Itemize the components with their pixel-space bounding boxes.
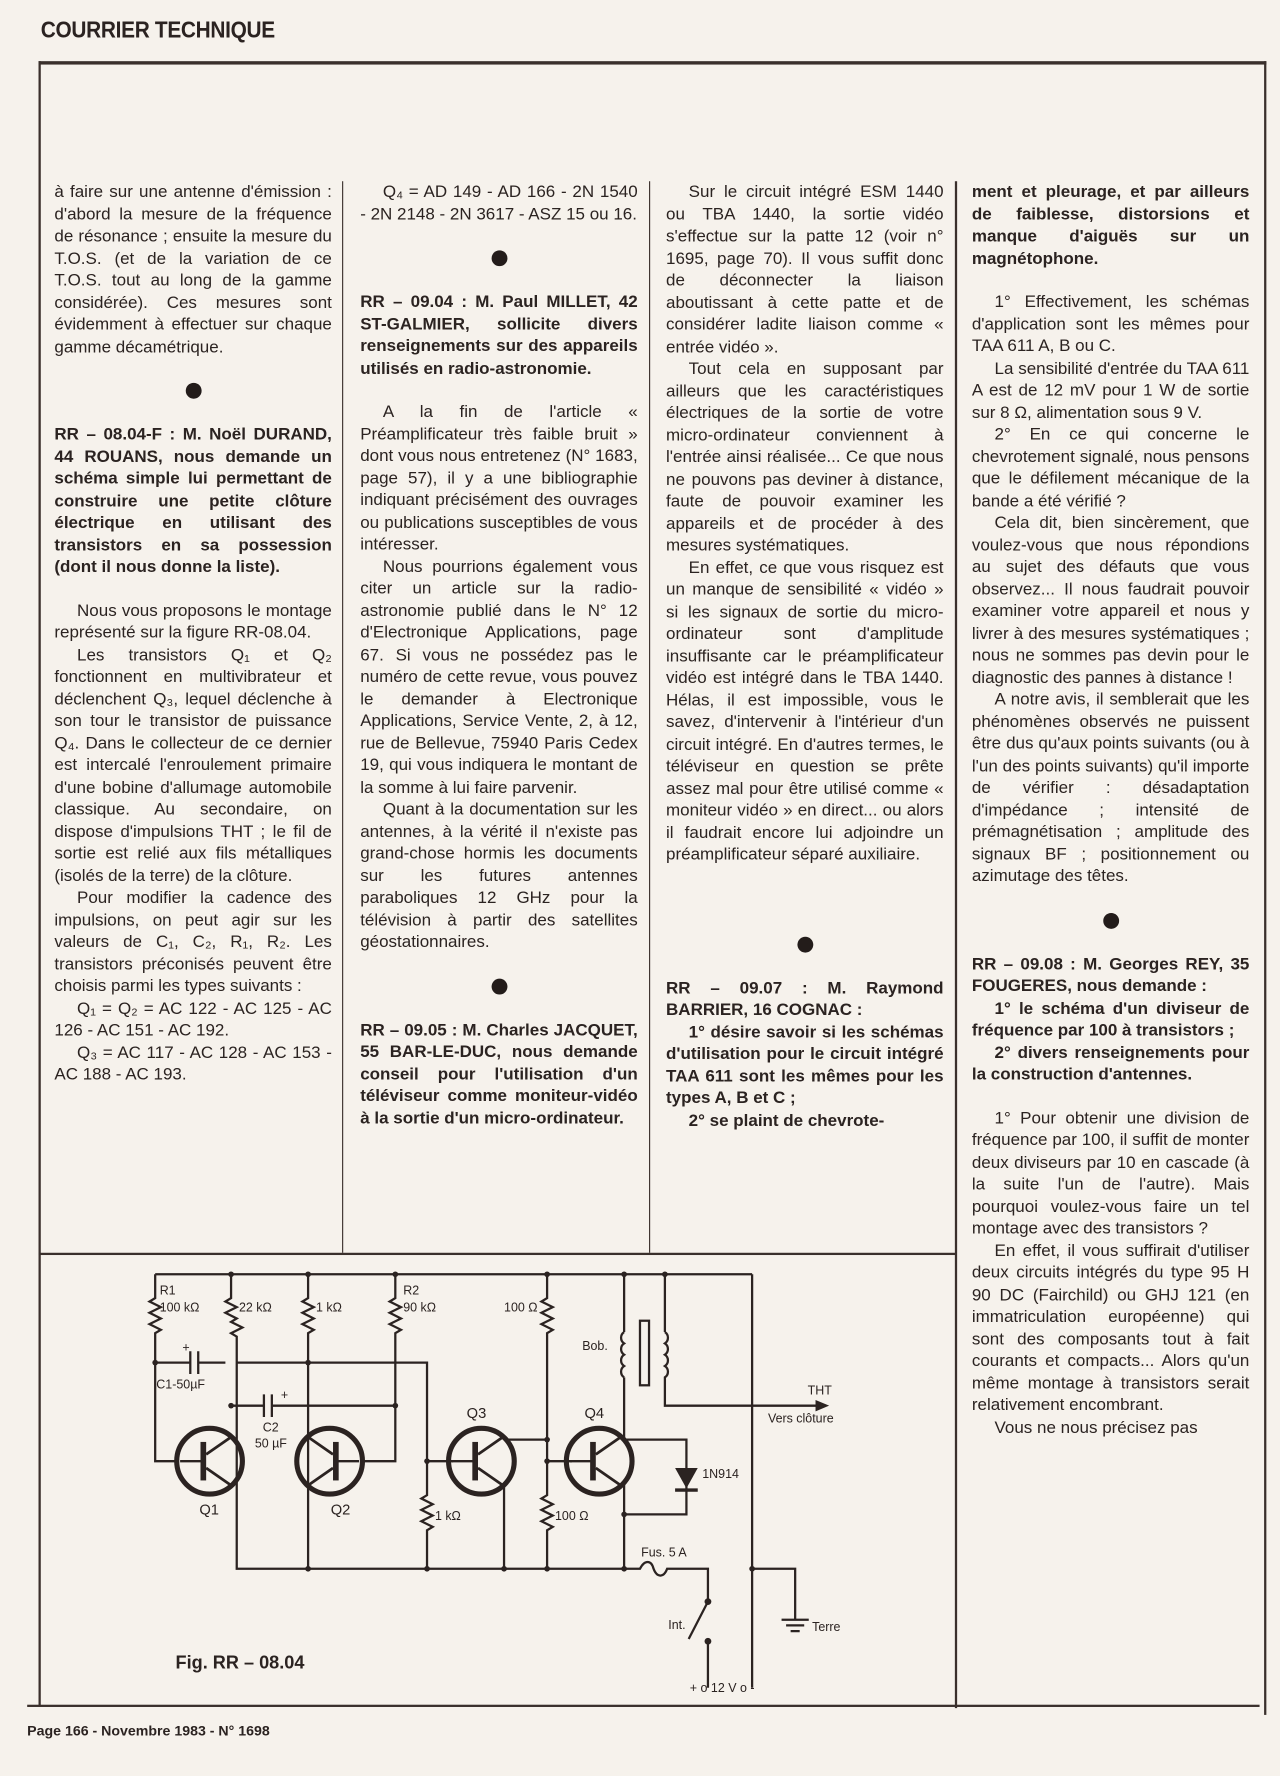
column-divider [342, 181, 343, 1253]
ground-icon [782, 1620, 809, 1631]
label: 50 µF [254, 1436, 287, 1451]
circuit-diagram [39, 1254, 955, 1705]
capacitor-c2 [231, 1394, 395, 1417]
transistor-q4 [566, 1428, 632, 1494]
label: Bob. [582, 1339, 608, 1354]
resistor-100-top [541, 1274, 572, 1569]
paragraph: Nous pourrions également vous citer un article sur la radio-astronomie publié dans le N° 12 d'Electronique Applications, page 67. Si vous ne possédez pas le numéro de cette revue, vous pouvez le demander à Electronique Applications, Service Vente, 2, à 12, rue de Bellevue, 75940 Paris Cedex 19, qui vous indiquera le montant de la somme à lui faire parvenir. [360, 556, 638, 797]
text-column-3 [666, 181, 944, 1131]
label: + o 12 V o - [689, 1681, 755, 1696]
paragraph: La sensibilité d'entrée du TAA 611 A est de 12 mV pour 1 W de sortie sur 8 Ω, alimentation sous 9 V. [971, 358, 1250, 422]
bullet-icon [491, 978, 507, 994]
letter-heading: RR – 08.04-F : M. Noël DURAND, 44 ROUANS, nous demande un schéma simple lui permettant de construire une petite clôture électrique en utilisant des transistors en sa possession (dont il nous donne la liste). [54, 424, 332, 577]
separator-bullet [54, 358, 332, 424]
label: Fus. 5 A [641, 1545, 687, 1560]
text-column-1 [54, 181, 332, 1085]
paragraph: Vous ne nous précisez pas [994, 1417, 1198, 1437]
paragraph: à faire sur une antenne d'émission : d'abord la mesure de la fréquence de résonance ; ensuite la mesure du T.O.S. (et de la variation de ce T.O.S. tout au long de la gamme considérée). Ces mesures sont évidemment à effectuer sur chaque gamme décamétrique. [54, 182, 332, 357]
label: Q3 [466, 1406, 487, 1423]
letter-heading: RR – 09.04 : M. Paul MILLET, 42 ST-GALMIER, sollicite divers renseignements sur des appareils utilisés en radio-astronomie. [360, 292, 638, 378]
bullet-icon [491, 250, 507, 266]
paragraph: 1° Effectivement, les schémas d'application sont les mêmes pour TAA 611 A, B ou C. [971, 292, 1250, 356]
separator-bullet [360, 953, 638, 1019]
paragraph: A notre avis, il semblerait que les phénomènes observés ne puissent être dus qu'aux points suivants (ou à l'un des points suivants) qu'il importe de vérifier : désadaptation d'impédance ; intensité de prémagnétisation ; amplitude des signaux BF ; positionnement ou azimutage des têtes. [971, 689, 1250, 886]
column-divider [649, 181, 650, 1253]
paragraph: Q₁ = Q₂ = AC 122 - AC 125 - AC 126 - AC 151 - AC 192. [54, 998, 332, 1040]
label: 1 kΩ [316, 1300, 342, 1315]
coil-secondary [665, 1274, 818, 1405]
letter-heading: 2° divers renseignements pour la construction d'antennes. [971, 1042, 1250, 1084]
frame-right [1264, 61, 1266, 1715]
label: THT [807, 1383, 832, 1398]
transistor-q3 [449, 1428, 515, 1494]
letter-heading: 2° se plaint de chevrote- [688, 1110, 885, 1130]
separator-bullet [972, 887, 1250, 953]
label: + [182, 1340, 190, 1355]
label: 1 kΩ [434, 1509, 461, 1524]
text-column-4 [972, 181, 1250, 1438]
paragraph: Q₃ = AC 117 - AC 128 - AC 153 - AC 188 - AC 193. [54, 1042, 332, 1084]
paragraph: Nous vous proposons le montage représenté sur la figure RR-08.04. [54, 600, 332, 643]
label: 100 Ω [555, 1509, 589, 1524]
fuse [624, 1562, 708, 1599]
frame-bottom [27, 1705, 1259, 1707]
paragraph: Pour modifier la cadence des impulsions, on peut agir sur les valeurs de C₁, C₂, R₁, R₂. Les transistors préconisés peuvent être choisis parmi les types suivants : [54, 888, 332, 996]
label: 100 kΩ [159, 1300, 200, 1315]
separator-bullet [360, 225, 638, 291]
section-header: COURRIER TECHNIQUE [40, 18, 275, 44]
paragraph: Sur le circuit intégré ESM 1440 ou TBA 1440, la sortie vidéo s'effectue sur la patte 12 (voir n° 1695, page 70). Il vous suffit donc de déconnecter la liaison aboutissant à cette patte et de considérer ladite liaison comme « entrée vidéo ». [666, 182, 944, 357]
letter-heading: RR – 09.07 : M. Raymond BARRIER, 16 COGNAC : [666, 978, 944, 1020]
label: Q2 [330, 1502, 351, 1519]
label: C1-50µF [156, 1377, 205, 1392]
transistor-q1 [177, 1428, 243, 1494]
paragraph: En effet, ce que vous risquez est un manque de sensibilité « vidéo » si les signaux de sortie du micro-ordinateur sont d'amplitude insuffisante car le préamplificateur vidéo est intégré dans le TBA 1440. Hélas, il est impossible, vous le savez, d'intervenir à l'intérieur d'un circuit intégré. En d'autres termes, le téléviseur en question se prête assez mal pour être utilisé comme « moniteur vidéo » en direct... ou alors il faudrait encore lui adjoindre un préamplificateur séparé auxiliaire. [666, 557, 944, 865]
figure-caption: Fig. RR – 08.04 [175, 1652, 305, 1673]
column-divider [955, 181, 957, 1708]
letter-heading: RR – 09.05 : M. Charles JACQUET, 55 BAR-LE-DUC, nous demande conseil pour l'utilisation d'un téléviseur comme moniteur-vidéo à la sortie d'un micro-ordinateur. [360, 1019, 638, 1128]
text-column-2 [360, 181, 638, 1129]
resistor-r2 [362, 1274, 401, 1461]
letter-heading: 1° désire savoir si les schémas d'utilisation pour le circuit intégré TAA 611 sont les mêmes pour les types A, B et C ; [666, 1022, 944, 1108]
page-footer: Page 166 - Novembre 1983 - N° 1698 [27, 1722, 270, 1739]
coil-primary [621, 1332, 624, 1377]
paragraph: Cela dit, bien sincèrement, que voulez-vous que nous répondions au sujet des défauts que vous observez... Il nous faudrait pouvoir examiner votre appareil et nous y livrer à des mesures systématiques ; nous ne sommes pas devin pour le diagnostic des pannes à distance ! [971, 513, 1250, 687]
separator-bullet [666, 911, 944, 977]
wire [624, 1274, 686, 1569]
label: Int. [668, 1617, 686, 1632]
letter-heading: ment et pleurage, et par ailleurs de faiblesse, distorsions et manque d'aiguës sur un magnétophone. [971, 182, 1250, 268]
label: Terre [812, 1620, 841, 1635]
label: C2 [262, 1420, 279, 1435]
bullet-icon [1103, 912, 1119, 928]
arrow-icon [816, 1400, 830, 1411]
label: R2 [403, 1283, 420, 1298]
label: Q4 [584, 1406, 605, 1423]
transistor-q2 [297, 1428, 363, 1494]
resistor-1k-low [421, 1461, 432, 1569]
label: R1 [159, 1283, 176, 1298]
switch [689, 1602, 708, 1688]
paragraph: A la fin de l'article « Préamplificateur très faible bruit » dont vous nous entretenez (N° 1683, page 57), il y a une bibliographie indiquant précisément des ouvrages ou publications susceptibles de vous intéresser. [360, 402, 638, 554]
coil-core [640, 1321, 649, 1386]
label: 90 kΩ [403, 1300, 437, 1315]
label: Q1 [199, 1502, 219, 1519]
paragraph: Quant à la documentation sur les antennes, à la vérité il n'existe pas grand-chose hormis les documents sur les futures antennes paraboliques 12 GHz pour la télévision à partir des satellites géostationnaires. [360, 799, 638, 952]
paragraph: Q₄ = AD 149 - AD 166 - 2N 1540 - 2N 2148 - 2N 3617 - ASZ 15 ou 16. [360, 182, 638, 224]
diode-icon [675, 1468, 698, 1488]
label: 1N914 [702, 1467, 739, 1482]
paragraph: 2° En ce qui concerne le chevrotement signalé, nous pensons que le défilement mécanique de la bande a été vérifié ? [971, 424, 1250, 511]
label: 100 Ω [504, 1300, 538, 1315]
resistor-22k [225, 1274, 624, 1569]
bullet-icon [185, 383, 201, 399]
paragraph: En effet, il vous suffirait d'utiliser deux circuits intégrés du type 95 H 90 DC (Fairchild) ou GHJ 121 (en immatriculation européenne) qui sont des composants tout à fait courants et compacts... Alors qu'un même montage à transistors serait relativement encombrant. [971, 1240, 1250, 1415]
paragraph: Tout cela en supposant par ailleurs que les caractéristiques électriques de la sortie de votre micro-ordinateur conviennent à l'entrée ainsi réalisée... Ce que nous ne pouvons pas deviner à distance, faute de pouvoir examiner les appareils et de procéder à des mesures systématiques. [666, 359, 944, 556]
letter-heading: 1° le schéma d'un diviseur de fréquence par 100 à transistors ; [971, 998, 1250, 1040]
label: 22 kΩ [238, 1300, 272, 1315]
top-rule [39, 61, 1267, 64]
resistor-1k [302, 1274, 313, 1569]
bullet-icon [797, 936, 813, 952]
label: Vers clôture [767, 1411, 834, 1426]
wire [504, 1440, 547, 1569]
paragraph: 1° Pour obtenir une division de fréquence par 100, il suffit de monter deux diviseurs par 10 en cascade (à la suite l'un de l'autre). Mais pourquoi voulez-vous faire un tel montage avec des transistors ? [971, 1108, 1250, 1239]
label: + [280, 1387, 289, 1402]
spacer [666, 866, 944, 911]
paragraph: Les transistors Q₁ et Q₂ fonctionnent en multivibrateur et déclenchent Q₃, lequel déclenche à son tour le transistor de puissance Q₄. Dans le collecteur de ce dernier est intercalé l'enroulement primaire d'une bobine d'allumage automobile classique. Au secondaire, on dispose d'impulsions THT ; le fil de sortie est relié aux fils métalliques (isolés de la terre) de la clôture. [54, 645, 332, 886]
letter-heading: RR – 09.08 : M. Georges REY, 35 FOUGERES, nous demande : [971, 954, 1250, 996]
